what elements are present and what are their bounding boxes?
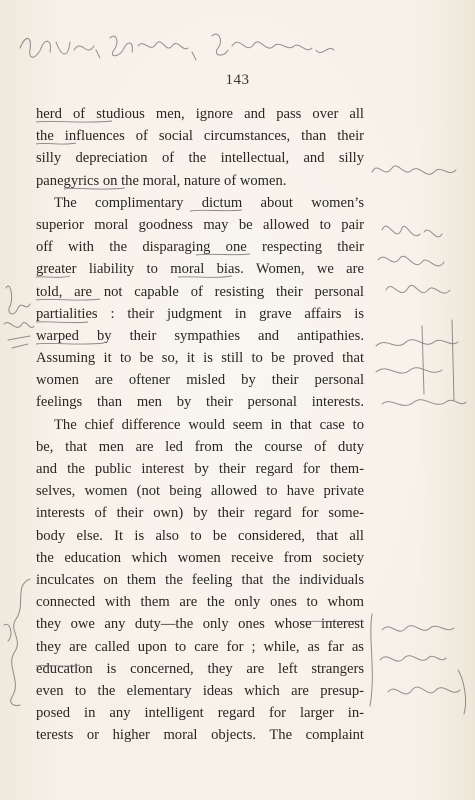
text-line: they are called upon to care for ; while, as far as	[36, 638, 364, 655]
text-line: silly depreciation of the intellectual, and silly	[36, 150, 364, 167]
text-line: inculcates on them the feeling that the individuals	[36, 571, 364, 588]
handwritten-header-annotation	[12, 28, 352, 68]
text-line: partialities : their judgment in grave affairs is	[36, 305, 364, 322]
text-line: told, are not capable of resisting their personal	[36, 283, 364, 300]
text-line: they owe any duty—the only ones whose interest	[36, 616, 364, 633]
text-line: warped by their sympathies and antipathies.	[36, 327, 364, 344]
text-line: and the public interest by their regard for them-	[36, 461, 364, 477]
text-line: Assuming it to be so, it is still to be proved that	[36, 350, 364, 367]
text-line: body else. It is also to be considered, that all	[36, 527, 364, 544]
text-line: panegyrics on the moral, nature of women.	[36, 172, 287, 189]
body-text	[36, 103, 364, 746]
text-line: the education which women receive from society	[36, 549, 364, 566]
text-line: interests of their own) by their regard for some-	[36, 505, 364, 522]
text-line: posed in any intelligent regard for larger in-	[36, 705, 364, 722]
text-line: even to the elementary ideas which are presup-	[36, 682, 364, 699]
text-line: connected with them are the only ones to whom	[36, 594, 364, 611]
text-line: feelings than men by their personal interests.	[36, 394, 364, 411]
text-line: be, that men are led from the course of duty	[36, 438, 364, 455]
margin-annotation-left-lower	[0, 575, 36, 710]
page-number: 143	[225, 72, 250, 88]
text-line: terests or higher moral objects. The complaint	[36, 727, 364, 744]
text-line: off with the disparaging one respecting their	[36, 239, 364, 256]
text-line: selves, women (not being allowed to have private	[36, 483, 364, 500]
text-line: education is concerned, they are left strangers	[36, 660, 364, 677]
text-line: The chief difference would seem in that case to	[54, 416, 364, 433]
text-line: herd of studious men, ignore and pass over all	[36, 106, 364, 122]
text-line: greater liability to moral bias. Women, we are	[36, 261, 364, 278]
margin-annotation-left-upper	[0, 278, 38, 358]
margin-annotation-right-lower	[368, 610, 475, 720]
margin-annotation-right	[362, 150, 475, 420]
text-line: superior moral goodness may be allowed to pair	[36, 216, 364, 233]
text-line: The complimentary dictum about women’s	[54, 194, 364, 211]
text-line: the influences of social circumstances, than their	[36, 128, 364, 145]
text-line: women are oftener misled by their personal	[36, 372, 364, 389]
